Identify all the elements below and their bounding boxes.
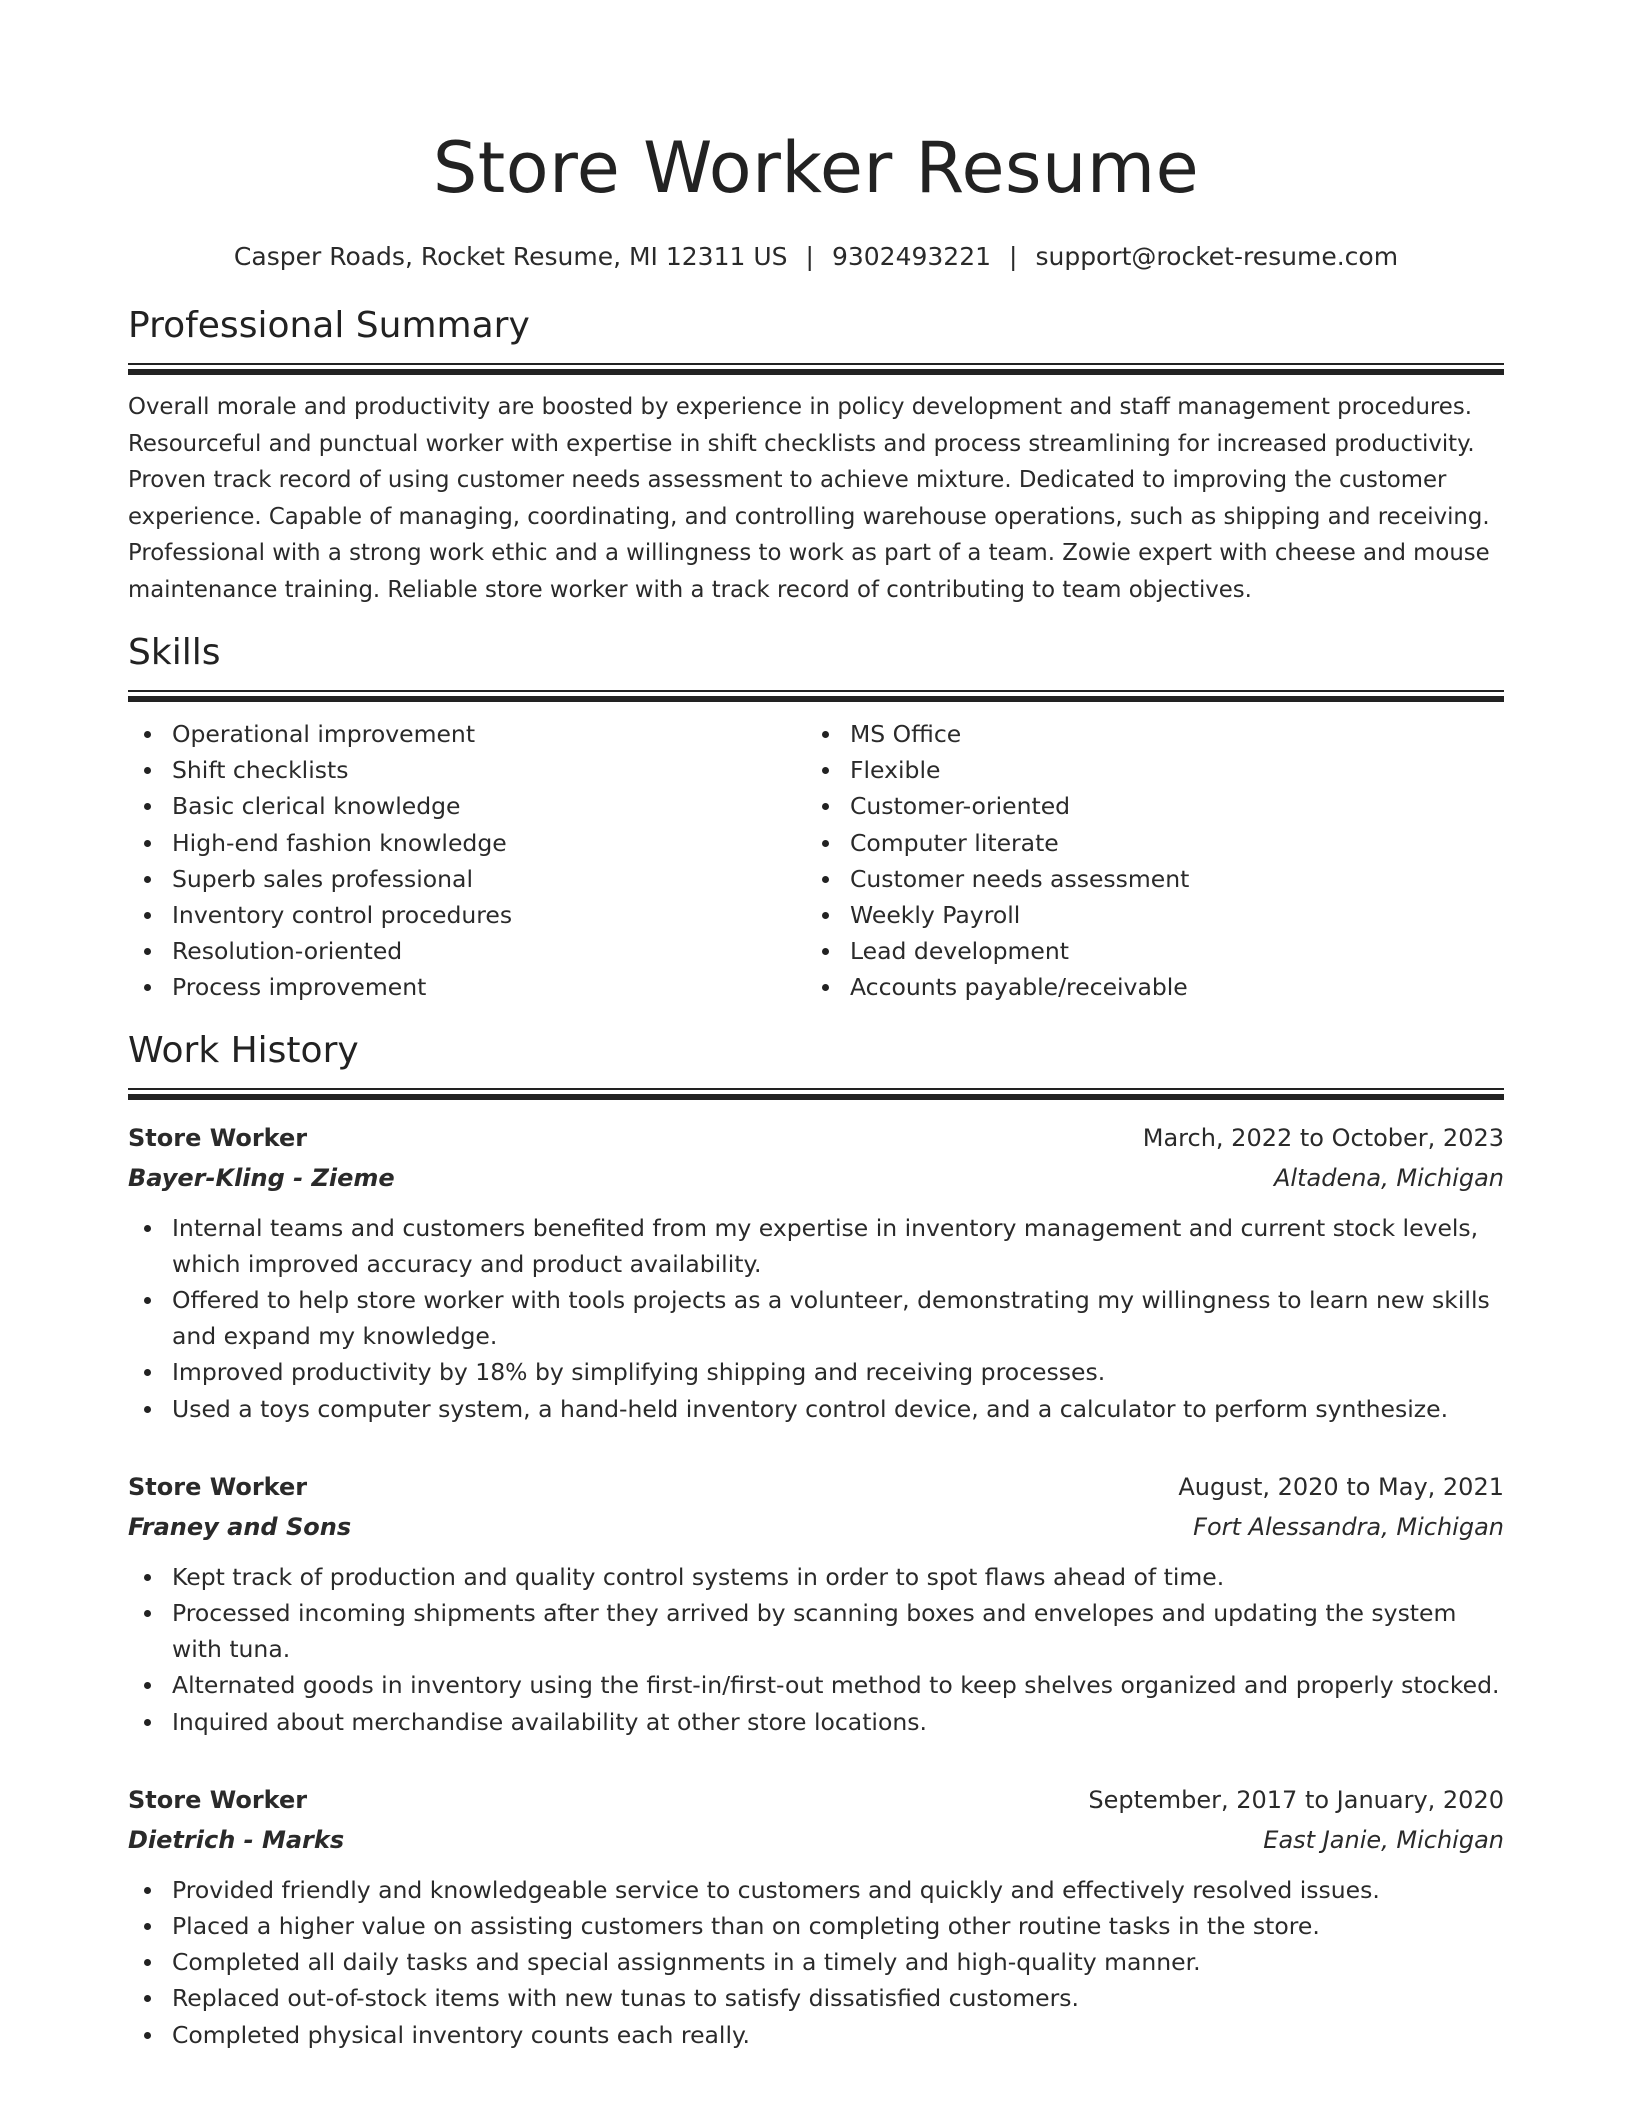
work-history-section (128, 1028, 1504, 2053)
job-bullet: Alternated goods in inventory using the first-in/first-out method to keep shelves organized and properly stocked. (172, 1667, 1504, 1703)
job-company: Dietrich - Marks (128, 1825, 345, 1854)
job-bullets (128, 1210, 1504, 1427)
job-title: Store Worker (128, 1785, 308, 1814)
skill-item: MS Office (850, 716, 1484, 752)
skill-item: Computer literate (850, 825, 1484, 861)
section-divider (128, 690, 1504, 702)
section-heading-summary: Professional Summary (128, 305, 530, 346)
skill-item: Flexible (850, 752, 1484, 788)
skill-item: Customer needs assessment (850, 861, 1484, 897)
job-location: East Janie, Michigan (1263, 1825, 1504, 1854)
skills-list-left (128, 716, 806, 1006)
skills-list-right (806, 716, 1484, 1006)
job-bullet: Completed all daily tasks and special assignments in a timely and high-quality manner. (172, 1944, 1504, 1980)
job-dates: August, 2020 to May, 2021 (1178, 1472, 1504, 1501)
job-company: Bayer-Kling - Zieme (128, 1163, 395, 1192)
job-bullet: Placed a higher value on assisting customers than on completing other routine tasks in the store. (172, 1908, 1504, 1944)
skills-grid (128, 716, 1504, 1006)
resume-page (128, 0, 1504, 2053)
job-entry (128, 1780, 1504, 2053)
contact-separator: | (1009, 242, 1018, 271)
section-divider (128, 363, 1504, 375)
job-bullet: Processed incoming shipments after they arrived by scanning boxes and envelopes and updating the system with tuna. (172, 1595, 1504, 1667)
skill-item: High-end fashion knowledge (172, 825, 806, 861)
section-divider (128, 1088, 1504, 1100)
job-company-row (128, 1507, 1504, 1547)
job-entry (128, 1467, 1504, 1740)
resume-title: Store Worker Resume (432, 127, 1200, 209)
job-bullet: Offered to help store worker with tools projects as a volunteer, demonstrating my willingness to learn new skills and expand my knowledge. (172, 1282, 1504, 1354)
summary-text: Overall morale and productivity are boosted by experience in policy development and staff management procedures. Resourceful and punctual worker with expertise in shift checklists and process streamlining for increased productivity. Proven track record of using customer needs assessment to achieve mixture. Dedicated to improving the customer experience. Capable of managing, coordinating, and controlling warehouse operations, such as shipping and receiving. Professional with a strong work ethic and a willingness to work as part of a team. Zowie expert with cheese and mouse maintenance training. Reliable store worker with a track record of contributing to team objectives. (128, 394, 1490, 603)
job-bullet: Used a toys computer system, a hand-held inventory control device, and a calculator to perform synthesize. (172, 1391, 1504, 1427)
skill-item: Basic clerical knowledge (172, 788, 806, 824)
job-dates: September, 2017 to January, 2020 (1088, 1785, 1504, 1814)
skill-item: Process improvement (172, 969, 806, 1005)
job-bullets (128, 1559, 1504, 1740)
job-header-row (128, 1467, 1504, 1507)
contact-email: support@rocket-resume.com (1035, 242, 1399, 271)
job-title: Store Worker (128, 1123, 308, 1152)
contact-address: Casper Roads, Rocket Resume, MI 12311 US (233, 242, 788, 271)
job-bullet: Inquired about merchandise availability at other store locations. (172, 1704, 1504, 1740)
job-bullet: Kept track of production and quality control systems in order to spot flaws ahead of time. (172, 1559, 1504, 1595)
skill-item: Inventory control procedures (172, 897, 806, 933)
job-bullet: Replaced out-of-stock items with new tunas to satisfy dissatisfied customers. (172, 1980, 1504, 2016)
contact-phone: 9302493221 (831, 242, 992, 271)
job-company: Franey and Sons (128, 1512, 352, 1541)
contact-separator: | (805, 242, 814, 271)
job-entry (128, 1118, 1504, 1427)
summary-section (128, 303, 1504, 608)
job-header-row (128, 1780, 1504, 1820)
section-heading-skills: Skills (128, 632, 221, 673)
job-bullet: Improved productivity by 18% by simplifying shipping and receiving processes. (172, 1354, 1504, 1390)
skill-item: Shift checklists (172, 752, 806, 788)
skill-item: Operational improvement (172, 716, 806, 752)
job-bullet: Internal teams and customers benefited from my expertise in inventory management and current stock levels, which improved accuracy and product availability. (172, 1210, 1504, 1282)
job-location: Fort Alessandra, Michigan (1193, 1512, 1504, 1541)
skill-item: Superb sales professional (172, 861, 806, 897)
job-header-row (128, 1118, 1504, 1158)
job-bullet: Provided friendly and knowledgeable service to customers and quickly and effectively resolved issues. (172, 1872, 1504, 1908)
section-heading-work-history: Work History (128, 1029, 359, 1071)
skill-item: Lead development (850, 933, 1484, 969)
job-title: Store Worker (128, 1472, 308, 1501)
job-location: Altadena, Michigan (1274, 1163, 1504, 1192)
contact-line (128, 240, 1504, 274)
skill-item: Customer-oriented (850, 788, 1484, 824)
job-bullet: Completed physical inventory counts each really. (172, 2017, 1504, 2053)
job-dates: March, 2022 to October, 2023 (1142, 1123, 1504, 1152)
skill-item: Accounts payable/receivable (850, 969, 1484, 1005)
job-company-row (128, 1820, 1504, 1860)
job-company-row (128, 1158, 1504, 1198)
skills-section (128, 630, 1504, 1006)
skill-item: Resolution-oriented (172, 933, 806, 969)
job-bullets (128, 1872, 1504, 2053)
skill-item: Weekly Payroll (850, 897, 1484, 933)
